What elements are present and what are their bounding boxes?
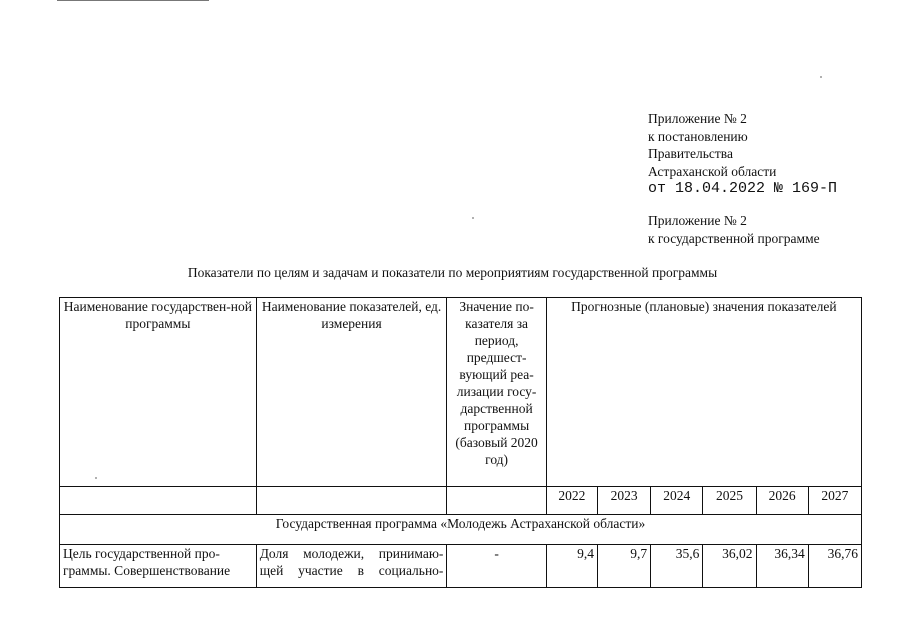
value-cell: 36,34 [756, 545, 808, 588]
empty-cell [60, 487, 257, 515]
year-cell: 2022 [546, 487, 597, 515]
appendix-line: Приложение № 2 [648, 213, 747, 228]
top-rule [57, 0, 209, 1]
header-forecast: Прогнозные (плановые) значения показателей [546, 298, 861, 487]
empty-cell [447, 487, 546, 515]
section-title: Государственная программа «Молодежь Астраханской области» [60, 515, 862, 545]
section-row [60, 515, 862, 545]
appendix-line: к постановлению [648, 128, 748, 144]
scan-speck [820, 76, 822, 78]
document-title: Показатели по целям и задачам и показатели по мероприятиям государственной программы [187, 265, 718, 280]
value-cell: 9,7 [597, 545, 650, 588]
table-header-row [60, 298, 862, 487]
goal-cell: Цель государственной про-граммы. Совершенствование [60, 545, 257, 588]
year-cell: 2023 [597, 487, 650, 515]
indicator-cell: Доля молодежи, принимаю-щей участие в социально- [256, 545, 447, 588]
scan-speck [472, 217, 474, 219]
base-value-cell: - [447, 545, 546, 588]
header-program-name: Наименование государствен-ной программы [60, 298, 257, 487]
appendix-line: Астраханской области [648, 163, 777, 179]
year-cell: 2027 [808, 487, 861, 515]
appendix-block [648, 110, 837, 198]
table-years-row [60, 487, 862, 515]
appendix-line: Приложение № 2 [648, 111, 747, 126]
value-cell: 35,6 [651, 545, 703, 588]
indicators-table [59, 297, 862, 588]
value-cell: 36,76 [808, 545, 861, 588]
empty-cell [256, 487, 447, 515]
year-cell: 2024 [651, 487, 703, 515]
table-row [60, 545, 862, 588]
year-cell: 2026 [756, 487, 808, 515]
header-base-value: Значение по-казателя за период, предшест-вующий реа-лизации госу-дарственной программы (базовый 2020 год) [447, 298, 546, 487]
appendix-line: к государственной программе [648, 230, 820, 246]
value-cell: 9,4 [546, 545, 597, 588]
year-cell: 2025 [703, 487, 756, 515]
appendix-date-number: от 18.04.2022 № 169-П [648, 180, 838, 197]
appendix-line: Правительства [648, 146, 733, 161]
appendix-program-block [648, 212, 820, 247]
value-cell: 36,02 [703, 545, 756, 588]
header-indicator-name: Наименование показателей, ед. измерения [256, 298, 447, 487]
